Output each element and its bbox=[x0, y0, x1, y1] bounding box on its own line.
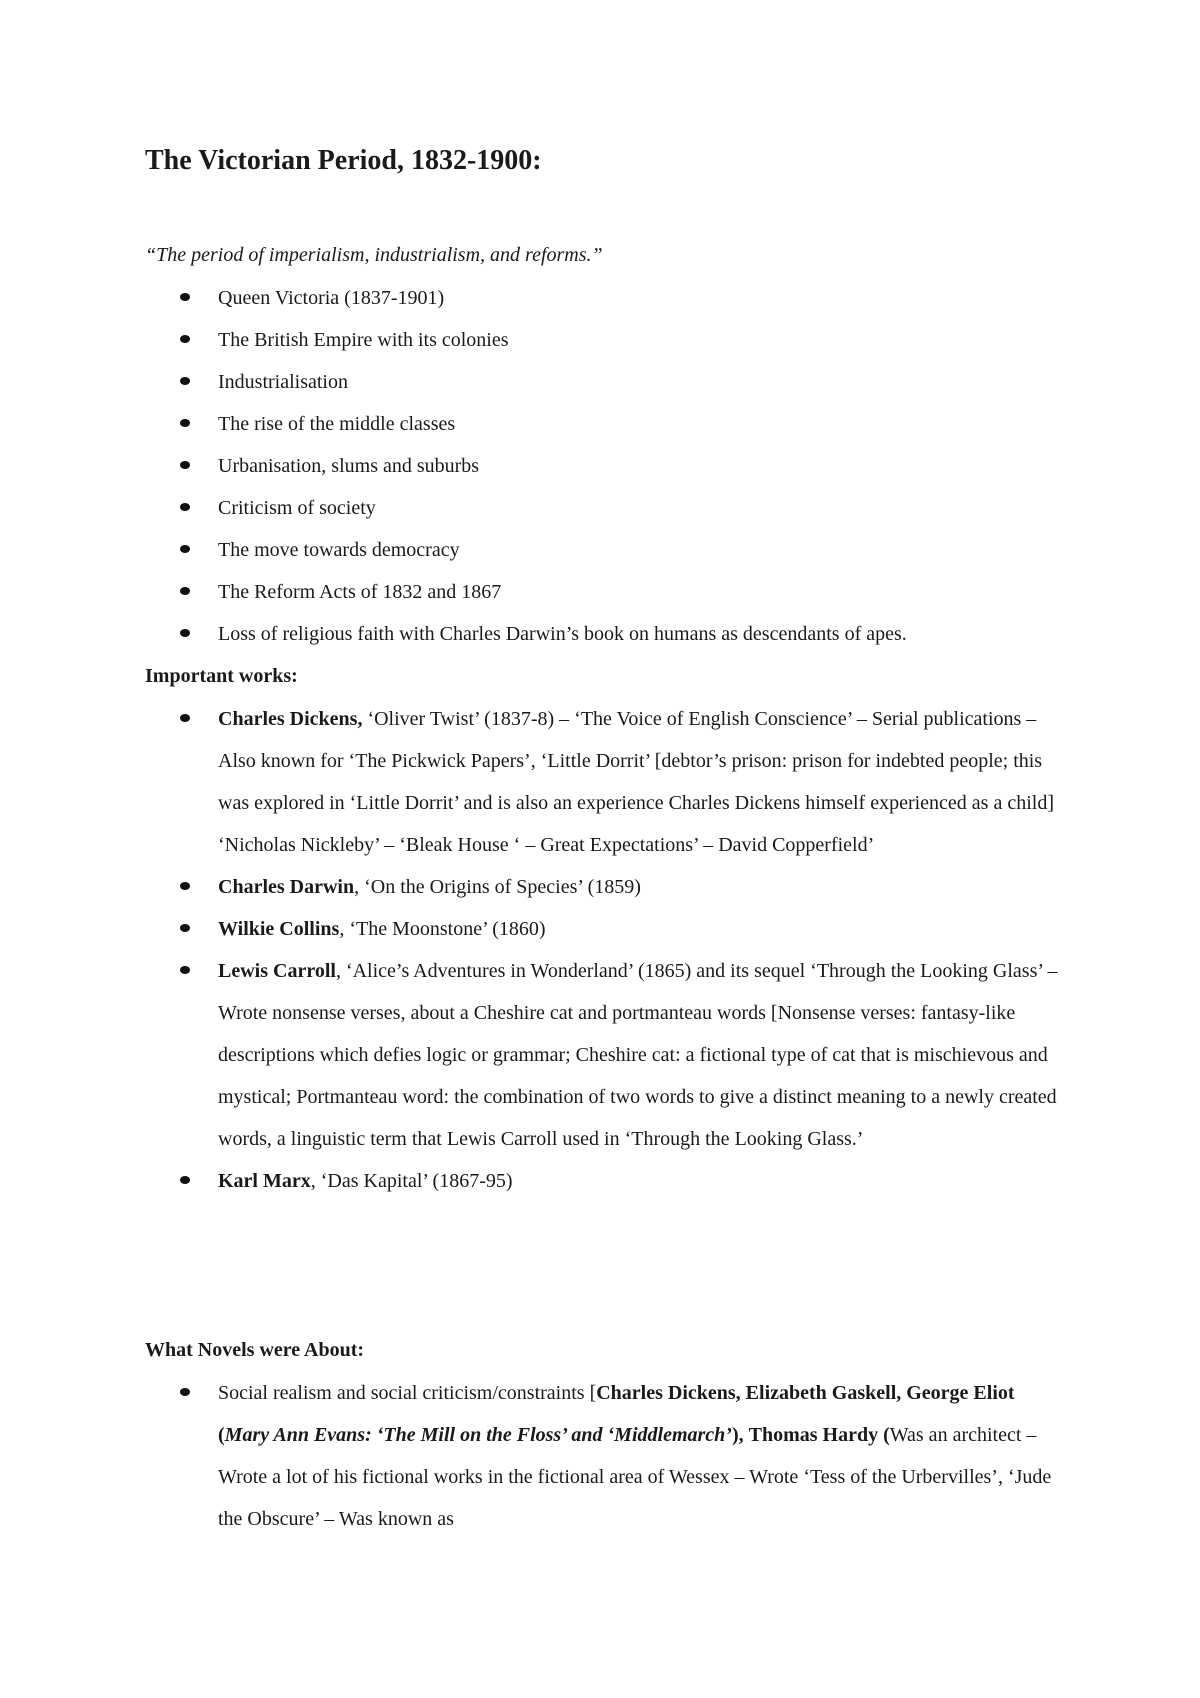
overview-list bbox=[0, 277, 1200, 655]
list-item: Charles Dickens, ‘Oliver Twist’ (1837-8) – ‘The Voice of English Conscience’ – Serial publications – Also known for ‘The Pickwick Papers’, ‘Little Dorrit’ [debtor’s prison: prison for indebted people; this was explored in ‘Little Dorrit’ and is also an experience Charles Dickens himself experienced as a child] ‘Nicholas Nickleby’ – ‘Bleak House ‘ – Great Expectations’ – David Copperfield’ bbox=[0, 698, 1068, 866]
important-works-list bbox=[0, 698, 1200, 1202]
page-title: The Victorian Period, 1832-1900: bbox=[145, 145, 542, 176]
bullet-icon bbox=[180, 966, 190, 974]
list-item: Lewis Carroll, ‘Alice’s Adventures in Wonderland’ (1865) and its sequel ‘Through the Looking Glass’ – Wrote nonsense verses, about a Cheshire cat and portmanteau words [Nonsense verses: fantasy-like descriptions which defies logic or grammar; Cheshire cat: a fictional type of cat that is mischievous and mystical; Portmanteau word: the combination of two words to give a distinct meaning to a newly created words, a linguistic term that Lewis Carroll used in ‘Through the Looking Glass.’ bbox=[0, 950, 1068, 1160]
list-item: Queen Victoria (1837-1901) bbox=[0, 277, 1068, 319]
bullet-icon bbox=[180, 293, 190, 301]
bullet-icon bbox=[180, 629, 190, 637]
list-item: The move towards democracy bbox=[0, 529, 1068, 571]
list-item: Karl Marx, ‘Das Kapital’ (1867-95) bbox=[0, 1160, 1068, 1202]
novels-heading: What Novels were About: bbox=[145, 1339, 365, 1361]
author-name: Charles Darwin bbox=[218, 876, 355, 898]
bullet-icon bbox=[180, 545, 190, 553]
author-name: Charles Dickens, bbox=[218, 708, 363, 730]
bullet-icon bbox=[180, 377, 190, 385]
list-item: Social realism and social criticism/constraints [Charles Dickens, Elizabeth Gaskell, George Eliot (Mary Ann Evans: ‘The Mill on the Floss’ and ‘Middlemarch’), Thomas Hardy (Was an architect – Wrote a lot of his fictional works in the fictional area of Wessex – Wrote ‘Tess of the Urbervilles’, ‘Jude the Obscure’ – Was known as bbox=[0, 1372, 1068, 1540]
important-works-heading: Important works: bbox=[145, 665, 298, 687]
list-item: The Reform Acts of 1832 and 1867 bbox=[0, 571, 1068, 613]
list-item: Charles Darwin, ‘On the Origins of Species’ (1859) bbox=[0, 866, 1068, 908]
list-item: Urbanisation, slums and suburbs bbox=[0, 445, 1068, 487]
bullet-icon bbox=[180, 882, 190, 890]
author-name: Lewis Carroll bbox=[218, 960, 336, 982]
author-name: Wilkie Collins bbox=[218, 918, 340, 940]
novels-list bbox=[0, 1372, 1200, 1540]
bullet-icon bbox=[180, 461, 190, 469]
list-item: The British Empire with its colonies bbox=[0, 319, 1068, 361]
bullet-icon bbox=[180, 335, 190, 343]
bullet-icon bbox=[180, 1176, 190, 1184]
period-quote: “The period of imperialism, industrialism, and reforms.” bbox=[145, 244, 603, 266]
bullet-icon bbox=[180, 419, 190, 427]
bullet-icon bbox=[180, 503, 190, 511]
bullet-icon bbox=[180, 924, 190, 932]
author-name: Karl Marx bbox=[218, 1170, 311, 1192]
list-item: Criticism of society bbox=[0, 487, 1068, 529]
list-item: Loss of religious faith with Charles Darwin’s book on humans as descendants of apes. bbox=[0, 613, 1068, 655]
bullet-icon bbox=[180, 1388, 190, 1396]
bullet-icon bbox=[180, 714, 190, 722]
list-item: The rise of the middle classes bbox=[0, 403, 1068, 445]
list-item: Industrialisation bbox=[0, 361, 1068, 403]
list-item: Wilkie Collins, ‘The Moonstone’ (1860) bbox=[0, 908, 1068, 950]
bullet-icon bbox=[180, 587, 190, 595]
